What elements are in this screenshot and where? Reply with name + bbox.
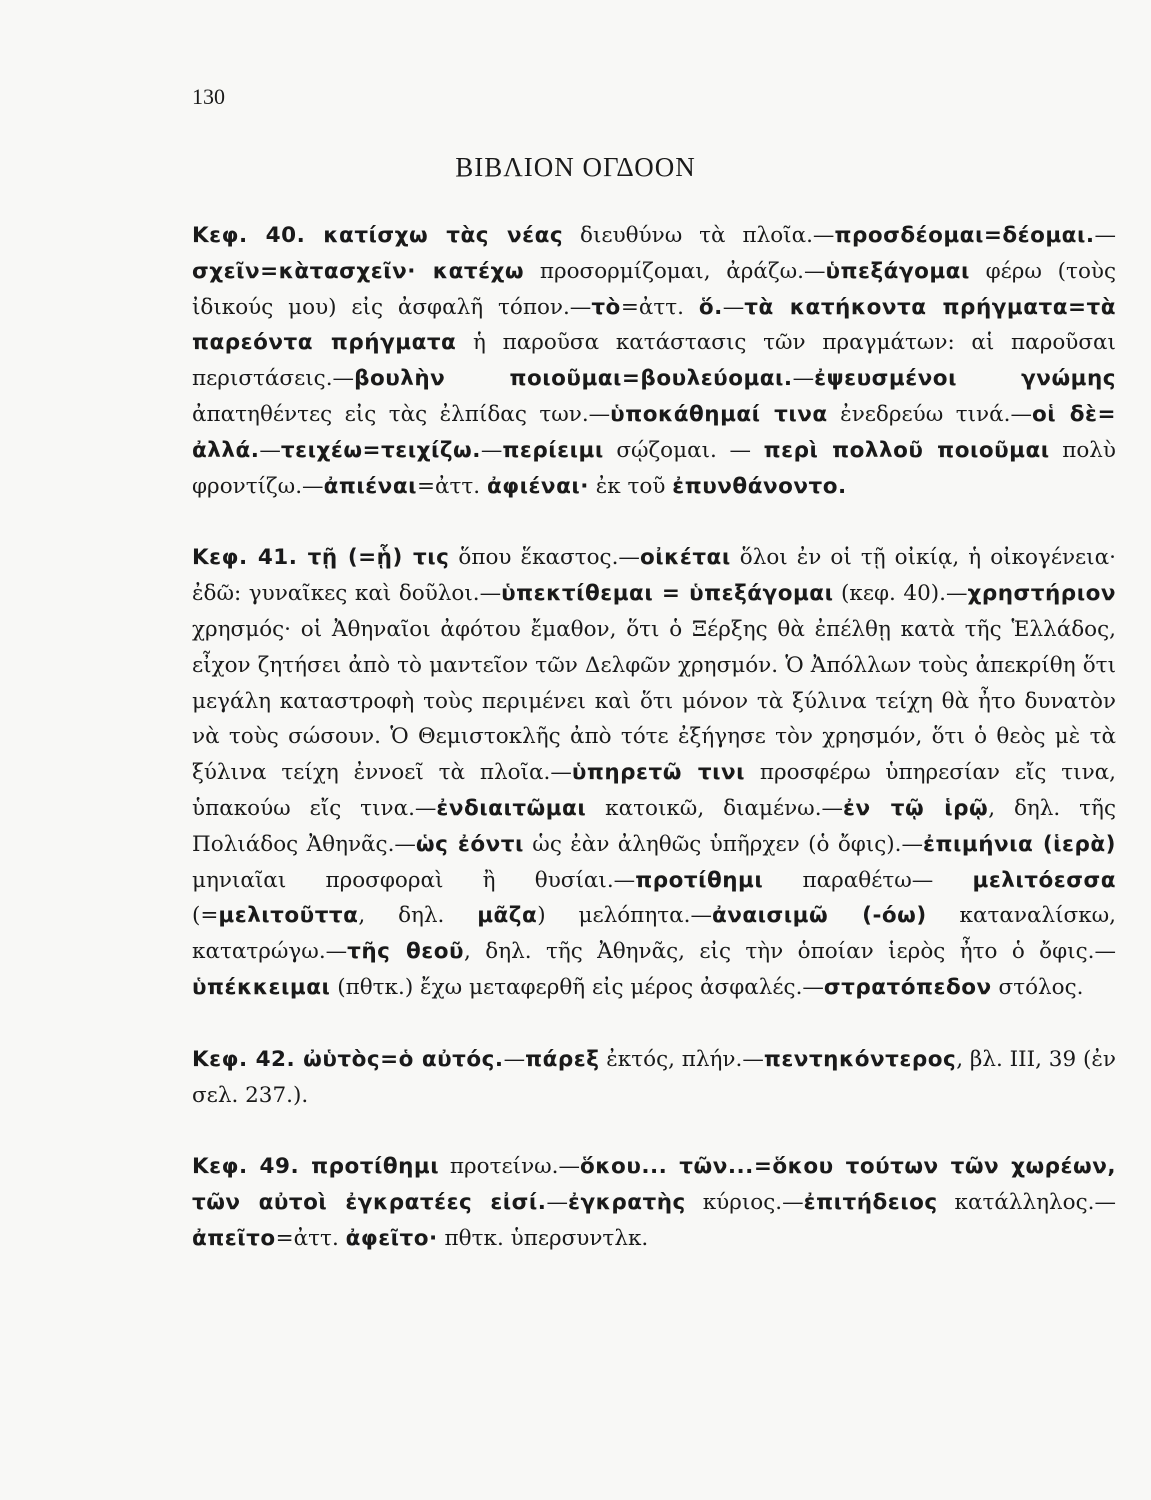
gloss-text: , δηλ. — [358, 903, 478, 929]
bold-term: περίειμι — [502, 437, 604, 463]
bold-term: ὑπηρετῶ τινι — [571, 760, 746, 786]
bold-term: τῆς θεοῦ — [347, 939, 465, 965]
gloss-text: φέρω (τοὺς ἰδικούς μου) εἰς ἀσφαλῆ τόπον.— — [192, 258, 1116, 320]
gloss-text: (= — [192, 903, 219, 929]
bold-term: ἐγκρατὴς — [567, 1190, 686, 1216]
gloss-text: — — [480, 437, 503, 463]
bold-term: Κεφ. 40. — [192, 223, 324, 248]
gloss-text: (κεφ. 40).— — [833, 581, 968, 607]
bold-term: ἐπιτήδειος — [803, 1190, 938, 1216]
bold-term: ὅκου... τῶν...=ὅκου τούτων τῶν χωρέων, τῶν αὐτοὶ ἐγκρατέες εἰσί. — [192, 1154, 1117, 1216]
bold-term: μελιτοῦττα — [218, 903, 359, 929]
bold-term: μελιτόεσσα — [972, 867, 1116, 893]
bold-term: πάρεξ — [525, 1046, 600, 1072]
bold-term: ἐψευσμένοι γνώμης — [814, 366, 1117, 392]
gloss-text: ἀπατηθέντες εἰς τὰς ἐλπίδας των.— — [192, 401, 611, 427]
gloss-text: — — [792, 366, 815, 392]
bold-term: μᾶζα — [477, 903, 538, 929]
bold-term: ὑπεξάγομαι — [825, 258, 970, 284]
gloss-text: — — [503, 1046, 526, 1072]
bold-term: ὠὑτὸς=ὁ αὐτός. — [303, 1046, 504, 1072]
bold-term: ὑπέκκειμαι — [192, 974, 331, 1000]
gloss-text: ὅλοι ἐν οἱ τῇ οἰκίᾳ, ἡ οἰκογένεια· ἐδῶ: γυναῖκες καὶ δοῦλοι.— — [192, 545, 1116, 607]
gloss-text: , δηλ. τῆς Ἀθηνᾶς, εἰς τὴν ὁποίαν ἱερὸς ἦτο ὁ ὄφις.— — [464, 939, 1116, 965]
bold-term: ἐπυνθάνοντο. — [672, 473, 847, 499]
gloss-text: — — [1094, 223, 1116, 248]
gloss-text: ἐκ τοῦ — [588, 473, 673, 499]
gloss-text: , βλ. ΙΙΙ, 39 (ἐν σελ. 237.). — [192, 1046, 1116, 1108]
bold-term: στρατόπεδον — [823, 974, 992, 1000]
bold-term: οἱ δὲ= ἀλλά. — [192, 401, 1116, 463]
gloss-text: — — [722, 294, 745, 320]
gloss-text: καταναλίσκω, κατατρώγω.— — [192, 903, 1116, 965]
gloss-text: προσφέρω ὑπηρεσίαν εἴς τινα, ὑπακούω εἴς τινα.— — [192, 760, 1116, 821]
bold-term: ἀφιέναι· — [486, 473, 589, 499]
bold-term: Κεφ. 49. — [192, 1154, 312, 1180]
bold-term: ἀπεῖτο — [192, 1225, 276, 1251]
entry-chapter-41 — [192, 540, 1116, 1005]
gloss-text: , δηλ. τῆς Πολιάδος Ἀθηνᾶς.— — [192, 795, 1116, 857]
gloss-text: ἐκτός, πλήν.— — [599, 1046, 764, 1072]
bold-term: ἀναισιμῶ (-όω) — [711, 903, 927, 929]
bold-term: χρηστήριον — [967, 581, 1116, 607]
bold-term: ὅ. — [698, 294, 723, 320]
gloss-text: ἐνεδρεύω τινά.— — [827, 401, 1032, 427]
bold-term: ἐνδιαιτῶμαι — [436, 795, 587, 821]
bold-term: βουλὴν ποιοῦμαι=βουλεύομαι. — [354, 366, 793, 392]
gloss-text: ὅπου ἕκαστος.— — [449, 545, 640, 571]
gloss-text: =ἀττ. — [275, 1225, 346, 1251]
gloss-text: παραθέτω— — [763, 867, 973, 893]
gloss-text: =ἀττ. — [620, 294, 699, 320]
bold-term: ὑπεκτίθεμαι = ὑπεξάγομαι — [501, 581, 834, 607]
commentary-body — [192, 218, 1116, 1293]
bold-term: ἐπιμήνια (ἱερὰ) — [923, 831, 1116, 857]
gloss-text: στόλος. — [991, 974, 1084, 1000]
bold-term: ἐν τῷ ἱρῷ — [843, 795, 989, 821]
gloss-text: προτείνω.— — [439, 1154, 581, 1180]
bold-term: τὰ κατήκοντα πρήγματα=τὰ παρεόντα πρήγματα — [192, 294, 1116, 356]
gloss-text: — — [259, 437, 281, 463]
bold-term: ὡς ἐόντι — [415, 831, 524, 857]
gloss-text: μηνιαῖαι προσφοραὶ ἢ θυσίαι.— — [192, 867, 636, 893]
bold-term: Κεφ. 41. — [192, 545, 308, 571]
bold-term: ἀφεῖτο· — [345, 1225, 438, 1251]
bold-term: πεντηκόντερος — [763, 1046, 957, 1072]
gloss-text: κατοικῶ, διαμένω.— — [586, 795, 844, 821]
bold-term: προτίθημι — [635, 867, 764, 893]
bold-term: σχεῖν=κὰτασχεῖν· κατέχω — [192, 258, 525, 284]
bold-term: προτίθημι — [311, 1154, 440, 1180]
bold-term: τειχέω=τειχίζω. — [280, 437, 481, 463]
bold-term: οἰκέται — [639, 545, 731, 571]
bold-term: τῇ (=ᾗ) τις — [307, 545, 450, 571]
gloss-text: ἡ παροῦσα κατάστασις τῶν πραγμάτων: αἱ παροῦσαι περιστάσεις.— — [192, 330, 1116, 392]
entry-chapter-42 — [192, 1042, 1116, 1114]
bold-term: τὸ — [591, 294, 621, 320]
gloss-text: =ἀττ. — [416, 473, 487, 499]
bold-term: ὑποκάθημαί τινα — [610, 401, 828, 427]
gloss-text: ὡς ἐὰν ἀληθῶς ὑπῆρχεν (ὁ ὄφις).— — [523, 831, 924, 857]
bold-term: Κεφ. 42. — [192, 1046, 304, 1072]
gloss-text: (πθτκ.) ἔχω μεταφερθῆ εἰς μέρος ἀσφαλές.— — [330, 974, 824, 1000]
gloss-text: διευθύνω τὰ πλοῖα.— — [563, 223, 835, 248]
bold-term: περὶ πολλοῦ ποιοῦμαι — [763, 437, 1050, 463]
gloss-text: κύριος.— — [685, 1190, 804, 1216]
entry-chapter-49 — [192, 1149, 1116, 1256]
page-number: 130 — [192, 84, 225, 109]
gloss-text: πολὺ φροντίζω.— — [192, 437, 1116, 499]
gloss-text: σῴζομαι. — — [603, 437, 764, 463]
gloss-text: προσορμίζομαι, ἀράζω.— — [524, 258, 826, 284]
gloss-text: κατάλληλος.— — [937, 1190, 1116, 1216]
gloss-text: χρησμός· οἱ Ἀθηναῖοι ἀφότου ἔμαθον, ὅτι ὁ Ξέρξης θὰ ἐπέλθῃ κατὰ τῆς Ἑλλάδος, εἶχον ζητήσει ἀπὸ τὸ μαντεῖον τῶν Δελφῶν χρησμόν. Ὁ Ἀπόλλων τοὺς ἀπεκρίθη ὅτι μεγάλη καταστροφὴ τοὺς περιμένει καὶ ὅτι μόνον τὰ ξύλινα τείχη θὰ ἦτο δυνατὸν νὰ τοὺς σώσουν. Ὁ Θεμιστοκλῆς ἀπὸ τότε ἐξήγησε τὸν χρησμόν, ὅτι ὁ θεὸς μὲ τὰ ξύλινα τείχη ἐννοεῖ τὰ πλοῖα.— — [192, 616, 1116, 786]
bold-term: ἀπιέναι — [323, 473, 417, 499]
gloss-text: — — [546, 1190, 568, 1216]
bold-term: κατίσχω τὰς νέας — [323, 223, 564, 248]
book-title: ΒΙΒΛΙΟΝ ΟΓΔΟΟΝ — [455, 152, 696, 182]
bold-term: προσδέομαι=δέομαι. — [834, 223, 1095, 248]
gloss-text: πθτκ. ὑπερσυντλκ. — [437, 1225, 649, 1251]
entry-chapter-40 — [192, 218, 1116, 504]
gloss-text: ) μελόπητα.— — [537, 903, 712, 929]
